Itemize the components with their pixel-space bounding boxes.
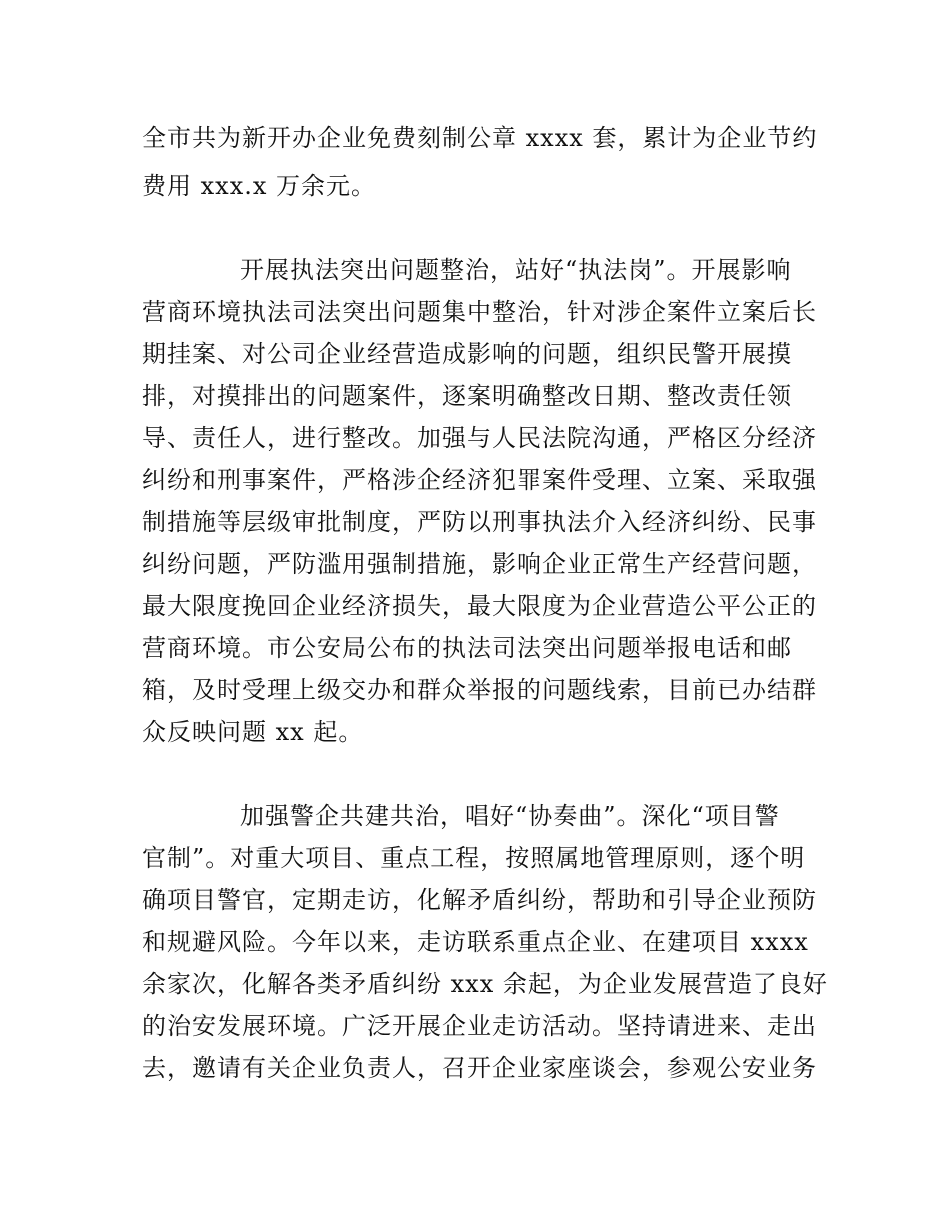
paragraph-3-line-3: 确项目警官，定期走访，化解矛盾纠纷，帮助和引导企业预防 xyxy=(142,886,817,914)
paragraph-3-line-4: 和规避风险。今年以来，走访联系重点企业、在建项目 xxxx xyxy=(142,928,809,956)
paragraph-1-line-2: 费用 xxx.x 万余元。 xyxy=(142,172,377,200)
paragraph-3-line-1: 加强警企共建共治，唱好“协奏曲”。深化“项目警 xyxy=(240,802,780,830)
paragraph-2-line-9: 最大限度挽回企业经济损失，最大限度为企业营造公平公正的 xyxy=(142,592,817,620)
paragraph-3-line-5: 余家次，化解各类矛盾纠纷 xxx 余起，为企业发展营造了良好 xyxy=(142,970,828,998)
paragraph-3-line-6: 的治安发展环境。广泛开展企业走访活动。坚持请进来、走出 xyxy=(142,1012,817,1040)
paragraph-2-line-11: 箱，及时受理上级交办和群众举报的问题线索，目前已办结群 xyxy=(142,676,817,704)
paragraph-2-line-6: 纠纷和刑事案件，严格涉企经济犯罪案件受理、立案、采取强 xyxy=(142,466,817,494)
paragraph-3-line-2: 官制”。对重大项目、重点工程，按照属地管理原则，逐个明 xyxy=(142,844,806,872)
paragraph-2-line-5: 导、责任人，进行整改。加强与人民法院沟通，严格区分经济 xyxy=(142,424,817,452)
paragraph-2-line-10: 营商环境。市公安局公布的执法司法突出问题举报电话和邮 xyxy=(142,634,792,662)
paragraph-2-line-7: 制措施等层级审批制度，严防以刑事执法介入经济纠纷、民事 xyxy=(142,508,817,536)
paragraph-2-line-3: 期挂案、对公司企业经营造成影响的问题，组织民警开展摸 xyxy=(142,340,792,368)
paragraph-3-line-7: 去，邀请有关企业负责人，召开企业家座谈会，参观公安业务 xyxy=(142,1054,817,1082)
paragraph-2-line-4: 排，对摸排出的问题案件，逐案明确整改日期、整改责任领 xyxy=(142,382,792,410)
paragraph-2-line-1: 开展执法突出问题整治，站好“执法岗”。开展影响 xyxy=(240,256,792,284)
paragraph-2-line-2: 营商环境执法司法突出问题集中整治，针对涉企案件立案后长 xyxy=(142,298,817,326)
paragraph-1-line-1: 全市共为新开办企业免费刻制公章 xxxx 套，累计为企业节约 xyxy=(142,124,818,152)
paragraph-2-line-8: 纠纷问题，严防滥用强制措施，影响企业正常生产经营问题， xyxy=(142,550,817,578)
paragraph-2-line-12: 众反映问题 xx 起。 xyxy=(142,718,364,746)
